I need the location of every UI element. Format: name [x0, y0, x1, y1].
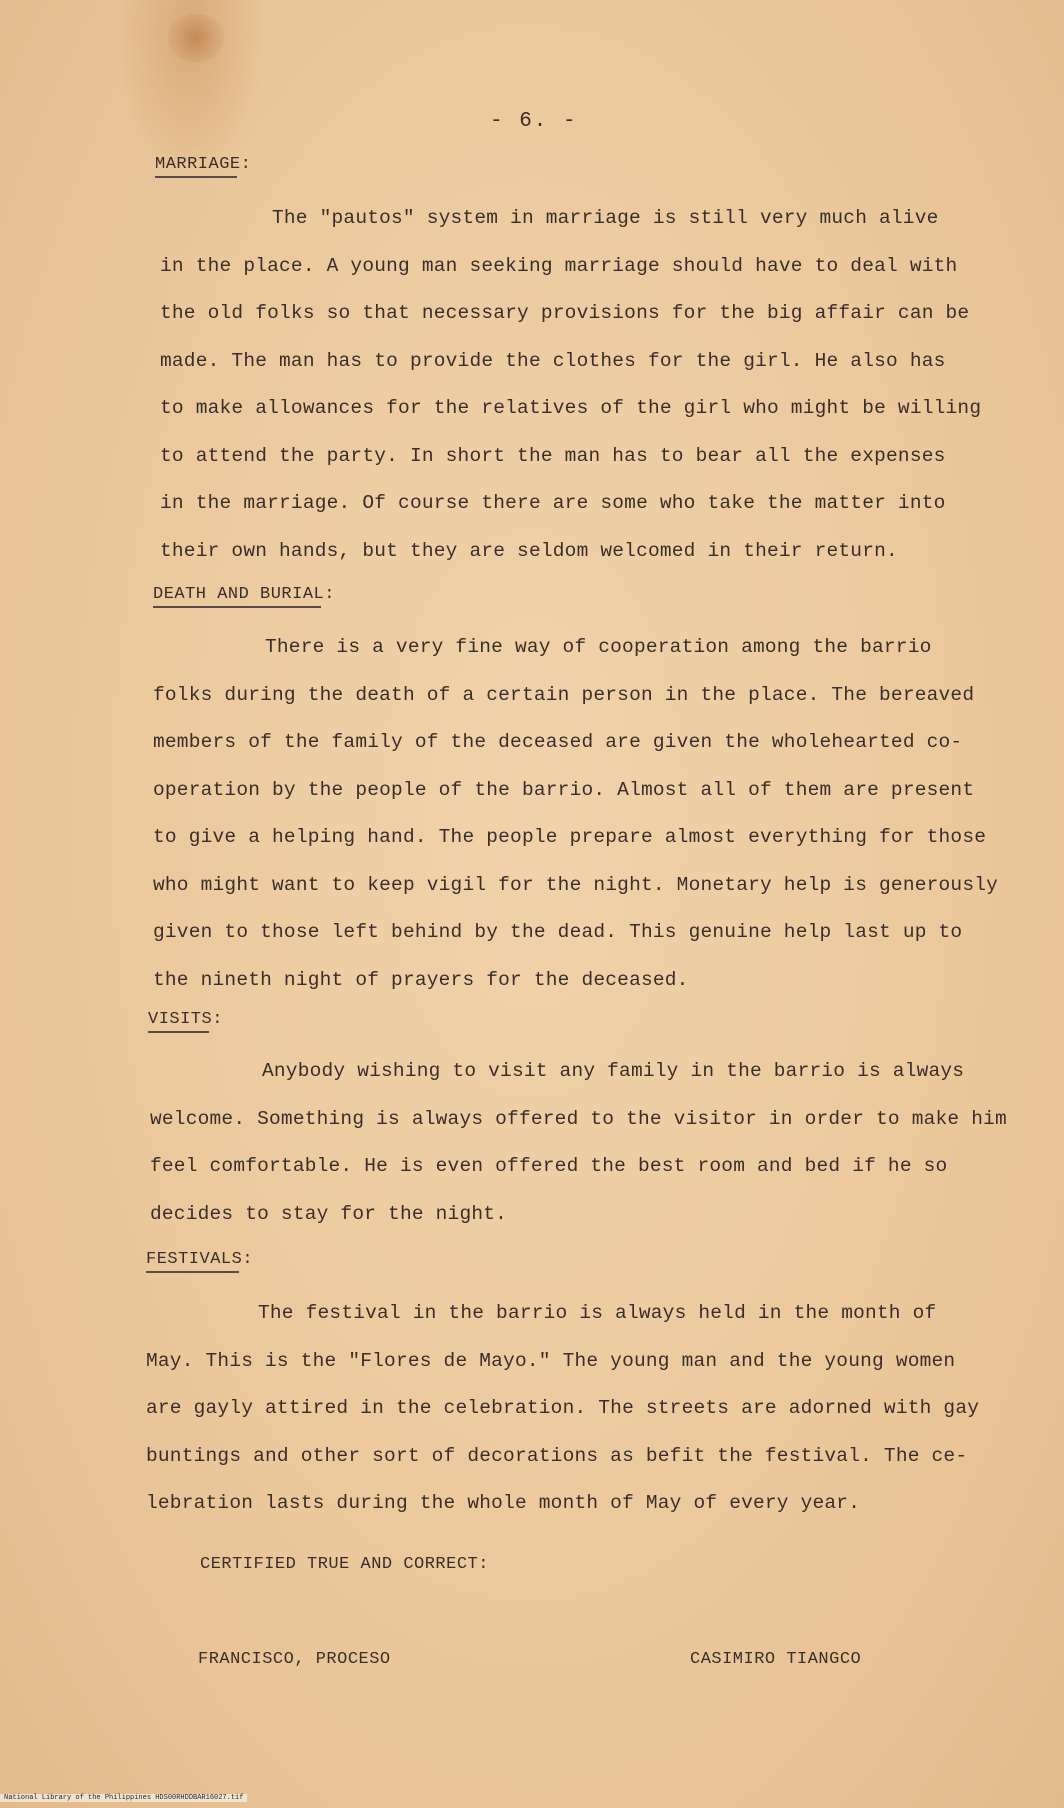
paragraph-line: their own hands, but they are seldom welcomed in their return. — [160, 539, 898, 562]
paragraph-marriage — [160, 195, 981, 575]
paragraph-line: in the place. A young man seeking marriage should have to deal with — [160, 254, 958, 277]
heading-underline — [153, 606, 321, 608]
signatory-left: FRANCISCO, PROCESO — [198, 1650, 391, 1669]
paragraph-line: to make allowances for the relatives of the girl who might be willing — [160, 397, 982, 419]
paragraph-line: The "pautos" system in marriage is still very much alive — [272, 207, 939, 229]
signatory-right: CASIMIRO TIANGCO — [690, 1650, 862, 1669]
paragraph-line: who might want to keep vigil for the night. Monetary help is generously — [153, 873, 999, 896]
paragraph-line: folks during the death of a certain person in the place. The bereaved — [153, 683, 975, 706]
paragraph-line: given to those left behind by the dead. This genuine help last up to — [153, 921, 963, 943]
paragraph-line: in the marriage. Of course there are some who take the matter into — [160, 492, 946, 514]
paragraph-line: There is a very fine way of cooperation among the barrio — [265, 636, 932, 658]
section-heading-death-and-burial-text: DEATH AND BURIAL: — [153, 585, 335, 604]
paragraph-line: operation by the people of the barrio. Almost all of them are present — [153, 778, 975, 801]
paragraph-line: lebration lasts during the whole month of May of every year. — [146, 1492, 861, 1514]
page-number: - 6. - — [490, 110, 578, 133]
paragraph-line: made. The man has to provide the clothes for the girl. He also has — [160, 349, 946, 372]
paragraph-line: members of the family of the deceased are given the wholehearted co- — [153, 731, 963, 753]
paragraph-line: Anybody wishing to visit any family in the barrio is always — [262, 1060, 965, 1082]
section-heading-marriage-text: MARRIAGE: — [155, 155, 252, 174]
paragraph-festivals — [146, 1290, 979, 1528]
paragraph-line: are gayly attired in the celebration. The streets are adorned with gay — [146, 1397, 980, 1419]
section-heading-marriage — [155, 155, 251, 178]
heading-underline — [148, 1031, 209, 1033]
archive-footer: National Library of the Philippines HDS00RHDDBAR16027.tif — [0, 1794, 247, 1802]
section-heading-festivals — [146, 1250, 253, 1273]
paragraph-line: welcome. Something is always offered to the visitor in order to make him — [150, 1107, 1007, 1130]
heading-underline — [155, 176, 237, 178]
certification-label: CERTIFIED TRUE AND CORRECT: — [200, 1555, 489, 1574]
paragraph-visits — [150, 1048, 1007, 1238]
section-heading-visits-text: VISITS: — [148, 1010, 223, 1029]
paragraph-line: decides to stay for the night. — [150, 1202, 508, 1225]
paragraph-line: buntings and other sort of decorations as befit the festival. The ce- — [146, 1444, 968, 1467]
paragraph-death-and-burial — [153, 624, 998, 1004]
paragraph-line: to attend the party. In short the man has to bear all the expenses — [160, 444, 946, 467]
paragraph-line: the nineth night of prayers for the deceased. — [153, 968, 689, 991]
section-heading-festivals-text: FESTIVALS: — [146, 1250, 254, 1269]
section-heading-visits — [148, 1010, 223, 1033]
section-heading-death-and-burial — [153, 585, 335, 608]
paragraph-line: May. This is the "Flores de Mayo." The young man and the young women — [146, 1349, 956, 1372]
paragraph-line: to give a helping hand. The people prepare almost everything for those — [153, 826, 987, 848]
paper-stain — [168, 14, 224, 62]
paragraph-line: The festival in the barrio is always held in the month of — [258, 1302, 937, 1324]
heading-underline — [146, 1271, 239, 1273]
paragraph-line: the old folks so that necessary provisions for the big affair can be — [160, 302, 970, 324]
paragraph-line: feel comfortable. He is even offered the best room and bed if he so — [150, 1155, 948, 1177]
